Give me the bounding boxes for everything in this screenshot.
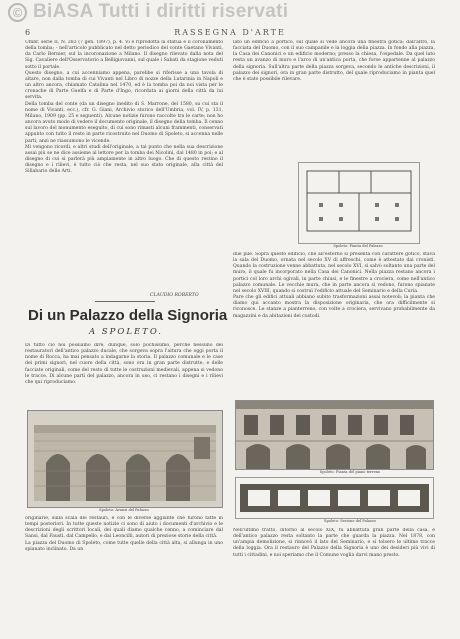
photo-caption: Spoleto: Avanzi del Palazzo <box>99 508 149 512</box>
paragraph: Questo disegno, a cui accenniamo appena, parebbe si riferisse a una tavola di altare, non dalla tomba di cui Vivanti nel Libro di nozze della Lutarinia in Napoli e un altro ancora, chiamato Catalina nel 1470, ed è la tomba poi da noi vista per le cronache di Parte Guelfa e di Parte d'Ingo, ricordata ai giorni della città da lui servita. <box>25 70 223 101</box>
paragraph: Mi vengono ricordi, e altri studi dell'originale, a tal punto che nella sua descrizione assai più se ne dice assieme al lettore per la tomba dei Nicolini, dal 1480 in poi; e al disegno di cui si parlerà più ampiamente in altro luogo. Che di questo restino il disegno e i rilievi, è tutto ciò che resta, nel suo stato originale, alla città del Sillabario delle Arti. <box>25 144 223 175</box>
lower-plan-caption: Spoleto: Pianta del piano terreno <box>319 470 381 474</box>
author-signature: CLAUDIO ROBERTO <box>150 293 199 298</box>
running-header <box>25 28 435 40</box>
paragraph: Nell'ultimo tratto, intorno al secolo XIX, fu abbattuta gran parte della casa, e dell'antico palazzo resta soltanto la parte che guarda la piazza. Nel 1878, con un'ampia demolizione, si rinnovò il lato del Seminario, e si tolsero le ultime tracce della loggia. Ora il restauro del Palazzo della Signoria è uno dei desideri più vivi di tutti i cittadini, e noi speriamo che il Comune voglia darvi mano presto. <box>233 528 435 558</box>
right-column-mid <box>233 252 435 392</box>
upper-plan-caption: Spoleto: Pianta del Palazzo <box>333 244 383 248</box>
ruins-photo <box>27 410 223 508</box>
left-column-top <box>25 40 223 290</box>
facade-figure <box>235 400 434 470</box>
paragraph: Della tomba del conte (da un disegno inedito di S. Marrone, del 1580, su cui sta il nome di Vivanti, ecc.), cfr. G. Giani, Archivio storico dell'Umbria, vol. IV, p. 131, Milano, 1909 (pp. 25 e seguenti). Alcune notizie furono raccolte tra le carte; non ho ancora avuto modo di vedere il documento originale, il disegno della tomba. Il cenno sul lavoro del monumento eseguito, di cui sono rimasti alcuni frammenti, conservati appunto con tutto il resto in parte ricostruito nel Duomo di Spoleto, si accenna nelle parti, anzi ne riassumono le vicende. <box>25 101 223 144</box>
left-column-intro <box>25 343 223 405</box>
article-title: Di un Palazzo della Signoria <box>28 307 228 324</box>
watermark <box>8 0 452 24</box>
paragraph: Umbr. serie II, N. 383 (7 gen. 1897), p. 4. Vi è riprodotta la statua e il coronamento della tomba; - nell'articolo pubblicato nel detto periodico del conte Gaetano Vivanti, da Carlo Bernier, sul la incoronazione a Milano. Il disegno rilevato dalla nota del Sig. Cavaliere dell'Osservatorio a Belligiovanni, sul quale i Sabati da stagione veduti sotto il portale. <box>25 40 223 70</box>
copyright-icon: © <box>8 3 27 22</box>
ruins-drawing <box>28 411 222 507</box>
paragraph: lato un edificio a portico, sul quale si vede ancora una finestra gotica; dall'altro, la facciata del Duomo, con il suo campanile e la loggia della piazza. In fondo alla piazza, la Casa dei Canonici e un edificio moderno; presso la chiesa, l'ospedale. Da quel lato resta un avanzo di muro e l'arco di un'antica porta, che forse appartenne al palazzo della signoria. Sull'altra parte della piazza sorgeva, secondo le antiche descrizioni, il palazzo dei signori, ora in gran parte distrutto, del quale riproduciamo in pianta quel che è stato possibile rilevare. <box>233 40 435 82</box>
paragraph: Pare che gli edifici attuali abbiano subito trasformazioni assai notevoli; la pianta che diamo qui accanto mostra la disposizione originaria, che ora difficilmente si riconosce. Le stanze a pianterreno, con volte a crociera, servivano probabilmente da magazzini e da abitazioni dei custodi. <box>233 295 435 319</box>
article-subtitle: A SPOLETO. <box>88 327 164 337</box>
paragraph: due pile. Sopra questo edificio, che all'esterno si presenta con carattere gotico, stava la sala del Duomo, ornata nel secolo XV di affreschi, come è attestato dai cronisti. Quando la costruzione venne abbattuta, nel secolo XVI, si salvò soltanto una parte del muro, il quale fu incorporato nella Casa dei Canonici. Nella piazza restano ancora i portici col loro archi ogivali, in parte chiusi, e le finestre a crociera, come nell'antico palazzo comunale. Le vecchie mura, che in parte ancora si vedono, furono spianate nel secolo XVIII, quando si costruì l'edificio attuale del Seminario e della Curia. <box>233 252 435 294</box>
page-number: 6 <box>25 28 31 37</box>
paragraph: Di tutto ciò noi possiamo dire, dunque, solo pochissimo, perchè nessuno dei restauratori dell'antico palazzo ducale, che sorgeva sopra l'altura che oggi porta il nome di Rocca, ha mai pensato a indagarne la storia. Il palazzo comunale e le case dei primi signori, nel cuore della città, sono ora in gran parte distrutte, e delle facciate originali, come del resto di tutte le costruzioni medievali, appena si vedono le tracce. Di alcune parti del palazzo, ancora in uso, ci restano i disegni e i rilievi che qui riproduciamo. <box>25 343 223 385</box>
running-title: RASSEGNA D'ARTE <box>174 28 286 37</box>
upper-plan-figure <box>298 162 420 244</box>
right-column-top <box>233 40 435 158</box>
section-caption: Spoleto: Sezione del Palazzo <box>324 519 376 523</box>
right-column-bottom <box>233 528 435 634</box>
left-column-bottom <box>25 516 223 634</box>
paragraph: La piazza del Duomo di Spoleto, come tutte quelle della città alta, si allunga in uno spianato inclinato. Da un <box>25 540 223 552</box>
plan-drawing <box>299 163 419 243</box>
section-figure <box>235 477 434 519</box>
paragraph: originarie, sulla scala dei restauri, e con le diverse aggiunte che furono fatte in tempi posteriori. In tutte queste notizie ci sono di aiuto i documenti d'archivio e le descrizioni degli scrittori locali, dei quali diamo qualche cenno, a cominciare dal Sansi, dal Fausti, dal Campello, e dal Leoncilli, autori di preziose storie della città. <box>25 516 223 540</box>
facade-drawing <box>236 401 433 469</box>
divider <box>95 301 155 302</box>
watermark-text: BiASA Tutti i diritti riservati <box>33 1 289 22</box>
section-drawing <box>236 478 433 518</box>
